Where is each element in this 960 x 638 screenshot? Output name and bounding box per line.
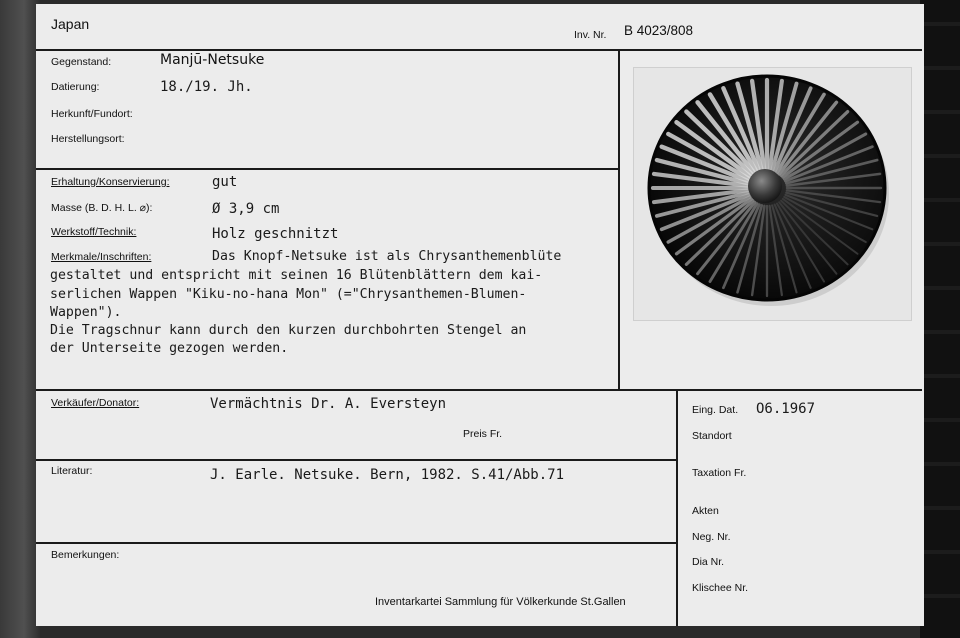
inventory-card <box>36 4 924 626</box>
erhaltung-label: Erhaltung/Konservierung: <box>51 176 170 188</box>
masse-label: Masse (B. D. H. L. ⌀): <box>51 202 153 214</box>
netsuke-stem <box>748 169 782 203</box>
chrysanthemum-netsuke-image <box>634 68 911 320</box>
herkunft-label: Herkunft/Fundort: <box>51 108 133 120</box>
netsuke-photo <box>633 67 912 321</box>
gegenstand-value: Manjū-Netsuke <box>160 52 265 68</box>
dia-nr-label: Dia Nr. <box>692 556 725 568</box>
bemerkungen-label: Bemerkungen: <box>51 549 120 561</box>
werkstoff-label: Werkstoff/Technik: <box>51 226 137 238</box>
region-label: Japan <box>51 16 90 32</box>
merkmale-first-line: Das Knopf-Netsuke ist als Chrysanthemenblüte <box>212 249 562 264</box>
werkstoff-value: Holz geschnitzt <box>212 226 339 242</box>
verkaeufer-value: Vermächtnis Dr. A. Eversteyn <box>210 396 447 412</box>
erhaltung-value: gut <box>212 174 238 190</box>
divider-bemerkungen <box>36 542 676 544</box>
merkmale-label: Merkmale/Inschriften: <box>51 251 152 263</box>
divider-side <box>676 389 678 626</box>
literatur-label: Literatur: <box>51 465 93 477</box>
divider-object <box>36 168 618 170</box>
masse-value: Ø 3,9 cm <box>212 201 280 217</box>
footer-institution: Inventarkartei Sammlung für Völkerkunde St.Gallen <box>375 596 626 608</box>
divider-top <box>36 49 922 51</box>
klischee-nr-label: Klischee Nr. <box>692 582 749 594</box>
datierung-label: Datierung: <box>51 81 100 93</box>
standort-label: Standort <box>692 430 732 442</box>
inv-nr-value: B 4023/808 <box>624 23 694 38</box>
background-right <box>920 0 960 638</box>
merkmale-text: gestaltet und entspricht mit seinen 16 Blütenblättern dem kai- serlichen Wappen "Kiku-no-hana Mon" (="Chrysanthemen-Blumen- Wappen"). Die Tragschnur kann durch den kurzen durchbohrten Stengel an der Unterseite gezogen werden. <box>50 268 543 357</box>
divider-literatur <box>36 459 676 461</box>
herstellungsort-label: Herstellungsort: <box>51 133 125 145</box>
taxation-label: Taxation Fr. <box>692 467 747 479</box>
inv-nr-label: Inv. Nr. <box>574 29 607 41</box>
gegenstand-label: Gegenstand: <box>51 56 112 68</box>
background-left <box>0 0 40 638</box>
eing-dat-value: O6.1967 <box>756 401 816 417</box>
divider-acquisition <box>36 389 922 391</box>
eing-dat-label: Eing. Dat. <box>692 404 739 416</box>
literatur-value: J. Earle. Netsuke. Bern, 1982. S.41/Abb.71 <box>210 467 565 483</box>
verkaeufer-label <box>51 397 139 409</box>
akten-label: Akten <box>692 505 719 517</box>
datierung-value: 18./19. Jh. <box>160 79 253 95</box>
verkaeufer-label-text: Verkäufer/Donator: <box>51 397 140 409</box>
preis-label: Preis Fr. <box>463 428 503 440</box>
neg-nr-label: Neg. Nr. <box>692 531 731 543</box>
